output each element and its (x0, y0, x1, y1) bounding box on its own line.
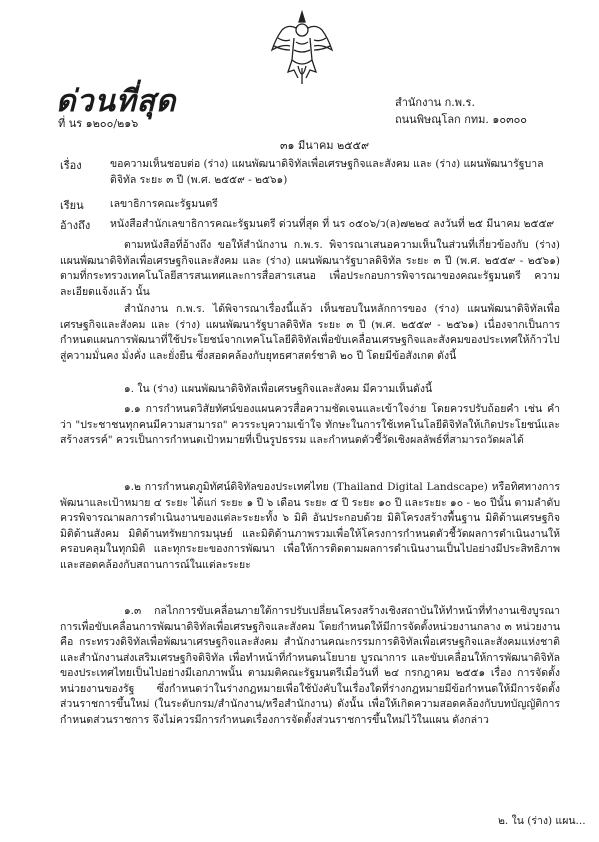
body-paragraph-2: สำนักงาน ก.พ.ร. ได้พิจารณาเรื่องนี้แล้ว เห็นชอบในหลักการของ (ร่าง) แผนพัฒนาดิจิทัลเพื่อเศรษฐกิจและสังคม และ (ร่าง) แผนพัฒนารัฐบาลดิจิทัล ระยะ ๓ ปี (พ.ศ. ๒๕๕๙ - ๒๕๖๑) เนื่องจากเป็นการกำหนดแผนการพัฒนาที่ใช้ประโยชน์จากเทคโนโลยีดิจิทัลเพื่อขับเคลื่อนเศรษฐกิจและสังคมของประเทศให้ก้าวไปสู่ความมั่นคง มั่งคั่ง และยั่งยืน ซึ่งสอดคล้องกับยุทธศาสตร์ชาติ ๒๐ ปี โดยมีข้อสังเกต ดังนี้ (60, 303, 560, 362)
body-paragraph-4: ๑.๑ การกำหนดวิสัยทัศน์ของแผนควรสื่อความชัดเจนและเข้าใจง่าย โดยควรปรับถ้อยคำ เช่น คำว่า "ประชาชนทุกคนมีความสามารถ" ควรระบุความเข้าใจ ทักษะในการใช้เทคโนโลยีดิจิทัลให้เกิดประโยชน์และสร้างสรรค์" ควรเป็นการกำหนดเป้าหมายที่เป็นรูปธรรม และกำหนดตัวชี้วัดเชิงผลลัพธ์ที่สามารถวัดผลได้ (60, 403, 560, 446)
reference-label: อ้างถึง (60, 219, 91, 232)
subject-text: ขอความเห็นชอบต่อ (ร่าง) แผนพัฒนาดิจิทัลเพื่อเศรษฐกิจและสังคม และ (ร่าง) แผนพัฒนารัฐบาลดิจิทัล ระยะ ๓ ปี (พ.ศ. ๒๕๕๙ - ๒๕๖๑) (110, 158, 544, 186)
body-paragraph-1: ตามหนังสือที่อ้างถึง ขอให้สำนักงาน ก.พ.ร. พิจารณาเสนอความเห็นในส่วนที่เกี่ยวข้องกับ (ร่าง) แผนพัฒนาดิจิทัลเพื่อเศรษฐกิจและสังคม และ (ร่าง) แผนพัฒนารัฐบาลดิจิทัล ระยะ ๓ ปี (พ.ศ. ๒๕๕๙ - ๒๕๖๑) ตามที่กระทรวงเทคโนโลยีสารสนเทศและการสื่อสารเสนอ เพื่อประกอบการพิจารณาของคณะรัฐมนตรี ความละเอียดแจ้งแล้ว นั้น (60, 239, 560, 298)
subject-label: เรื่อง (60, 159, 82, 172)
sender-line: สำนักงาน ก.พ.ร. (395, 96, 475, 109)
body-paragraph-5: ๑.๒ การกำหนดภูมิทัศน์ดิจิทัลของประเทศไทย (Thailand Digital Landscape) หรือทิศทางการพัฒนาและเป้าหมาย ๔ ระยะ ได้แก่ ระยะ ๑ ปี ๖ เดือน ระยะ ๕ ปี ระยะ ๑๐ ปี และระยะ ๑๐ - ๒๐ ปีนั้น ตามลำดับ ควรพิจารณาผลการดำเนินงานของแต่ละระยะทั้ง ๖ มิติ อันประกอบด้วย มิติโครงสร้างพื้นฐาน มิติด้านเศรษฐกิจ มิติด้านสังคม มิติด้านทรัพยากรมนุษย์ และมิติด้านภาพรวมเพื่อให้โครงการกำหนดตัวชี้วัดผลการดำเนินงานให้ครอบคลุมในทุกมิติ และทุกระยะของการพัฒนา เพื่อให้การติดตามผลการดำเนินงานเป็นไปอย่างมีประสิทธิภาพ และสอดคล้องกับสถานการณ์ในแต่ละระยะ (60, 481, 560, 571)
letter-date: ๓๑ มีนาคม ๒๕๕๙ (280, 139, 370, 152)
sender-line: ถนนพิษณุโลก กทม. ๑๐๓๐๐ (395, 113, 528, 126)
body-paragraph-3: ๑. ใน (ร่าง) แผนพัฒนาดิจิทัลเพื่อเศรษฐกิจและสังคม มีความเห็นดังนี้ (124, 383, 433, 395)
page-continuation: ๒. ใน (ร่าง) แผน... (498, 815, 586, 827)
sender-address (395, 94, 527, 128)
body-paragraph-6: ๑.๓ กลไกการขับเคลื่อนภายใต้การปรับเปลี่ยนโครงสร้างเชิงสถาบันให้ทำหน้าที่ทำงานเชิงบูรณาการเพื่อขับเคลื่อนการพัฒนาดิจิทัลเพื่อเศรษฐกิจและสังคม โดยกำหนดให้มีการจัดตั้งหน่วยงานกลาง ๓ หน่วยงาน คือ กระทรวงดิจิทัลเพื่อพัฒนาเศรษฐกิจและสังคม สำนักงานคณะกรรมการดิจิทัลเพื่อเศรษฐกิจและสังคมแห่งชาติ และสำนักงานส่งเสริมเศรษฐกิจดิจิทัล เพื่อทำหน้าที่กำหนดนโยบาย บูรณาการ และขับเคลื่อนให้การพัฒนาดิจิทัลของประเทศไทยเป็นไปอย่างมีเอกภาพนั้น ตามมติคณะรัฐมนตรีเมื่อวันที่ ๒๔ กรกฎาคม ๒๕๕๑ เรื่อง การจัดตั้งหน่วยงานของรัฐ ซึ่งกำหนดว่าในร่างกฎหมายเพื่อใช้บังคับในเรื่องใดที่ร่างกฎหมายมีข้อกำหนดให้มีการจัดตั้งส่วนราชการขึ้นใหม่ (ในระดับกรม/สำนักงาน/หรือสำนักงาน) ดังนั้น เพื่อให้เกิดความสอดคล้องกับบทบัญญัติการกำหนดส่วนราชการ จึงไม่ควรมีการกำหนดเรื่องการจัดตั้งส่วนราชการขึ้นใหม่ไว้ในแผน ดังกล่าว (60, 605, 560, 726)
garuda-emblem-icon (268, 8, 336, 86)
recipient-text: เลขาธิการคณะรัฐมนตรี (110, 198, 218, 210)
urgency-heading: ด่วนที่สุด (56, 84, 177, 119)
reference-text: หนังสือสำนักเลขาธิการคณะรัฐมนตรี ด่วนที่สุด ที่ นร ๐๕๐๖/ว(ล)๗๒๒๔ ลงวันที่ ๒๕ มีนาคม ๒๕๕๙ (110, 218, 555, 230)
document-number: ที่ นร ๑๒๐๐/๒๑๖ (58, 117, 139, 130)
recipient-label: เรียน (60, 199, 84, 212)
